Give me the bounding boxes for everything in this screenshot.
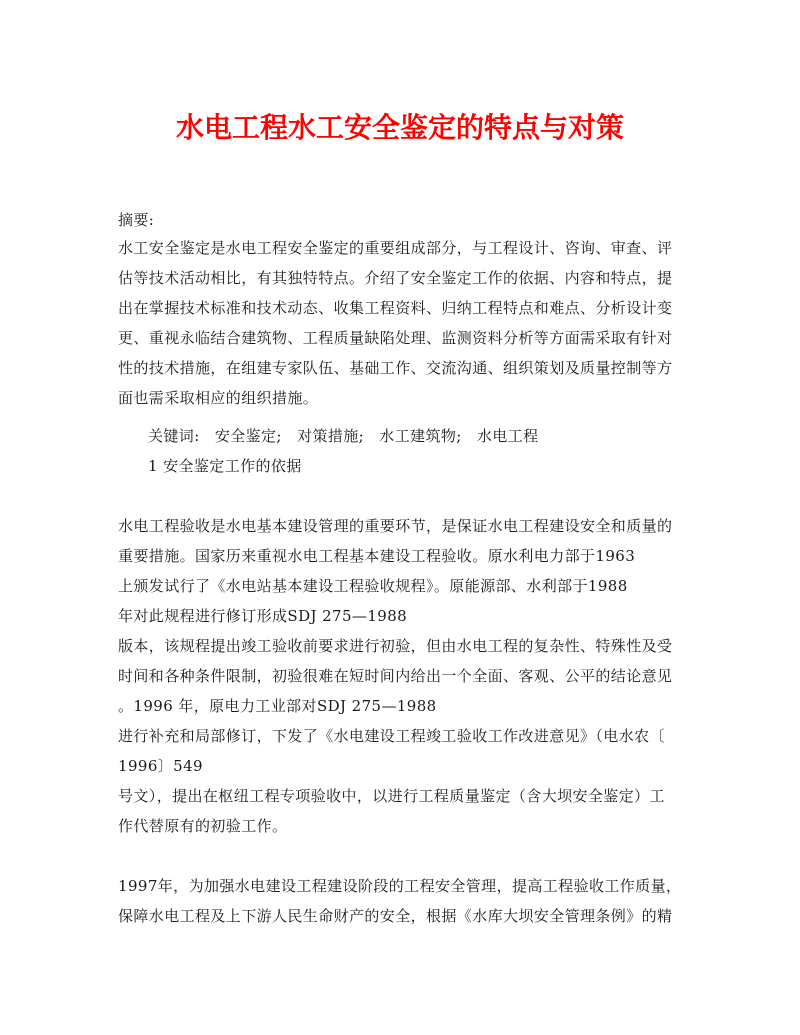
abstract-label: 摘要: — [118, 211, 155, 229]
keywords-label: 关键词: — [148, 427, 200, 445]
keyword: 水工建筑物; — [379, 427, 462, 445]
abstract-line: 面也需采取相应的组织措施。 — [118, 389, 319, 407]
paragraph-line: 1996〕549 — [118, 757, 204, 775]
paragraph-line: 号文），提出在枢纽工程专项验收中，以进行工程质量鉴定（含大坝安全鉴定）工 — [118, 787, 665, 805]
section-heading: 1 安全鉴定工作的依据 — [148, 457, 302, 475]
paragraph-line: 。1996 年，原电力工业部对SDJ 275—1988 — [118, 697, 437, 715]
paragraph-line: 进行补充和局部修订，下发了《水电建设工程竣工验收工作改进意见》（电水农〔 — [118, 727, 665, 745]
paragraph-line: 作代替原有的初验工作。 — [118, 817, 288, 835]
paragraph-line: 1997年，为加强水电建设工程建设阶段的工程安全管理，提高工程验收工作质量， — [118, 877, 682, 895]
keywords-line — [148, 426, 549, 446]
keyword: 安全鉴定; — [214, 427, 282, 445]
abstract-line: 出在掌握技术标准和技术动态、收集工程资料、归纳工程特点和难点、分析设计变 — [118, 299, 673, 317]
abstract-line: 水工安全鉴定是水电工程安全鉴定的重要组成部分，与工程设计、咨询、审查、评 — [118, 239, 673, 257]
abstract-line: 更、重视永临结合建筑物、工程质量缺陷处理、监测资料分析等方面需采取有针对 — [118, 329, 673, 347]
document-title: 水电工程水工安全鉴定的特点与对策 — [175, 111, 624, 144]
paragraph-line: 版本，该规程提出竣工验收前要求进行初验，但由水电工程的复杂性、特殊性及受 — [118, 637, 673, 655]
paragraph-line: 重要措施。国家历来重视水电工程基本建设工程验收。原水利电力部于1963 — [118, 547, 636, 565]
paragraph-line: 时间和各种条件限制，初验很难在短时间内给出一个全面、客观、公平的结论意见 — [118, 667, 673, 685]
paragraph-line: 年对此规程进行修订形成SDJ 275—1988 — [118, 607, 408, 625]
paragraph-line: 保障水电工程及上下游人民生命财产的安全，根据《水库大坝安全管理条例》的精 — [118, 907, 673, 925]
keyword: 水电工程 — [476, 427, 539, 445]
abstract-line: 估等技术活动相比，有其独特特点。介绍了安全鉴定工作的依据、内容和特点，提 — [118, 269, 673, 287]
keyword: 对策措施; — [297, 427, 365, 445]
abstract-line: 性的技术措施，在组建专家队伍、基础工作、交流沟通、组织策划及质量控制等方 — [118, 359, 673, 377]
paragraph-line: 水电工程验收是水电基本建设管理的重要环节，是保证水电工程建设安全和质量的 — [118, 517, 673, 535]
paragraph-line: 上颁发试行了《水电站基本建设工程验收规程》。原能源部、水利部于1988 — [118, 577, 628, 595]
